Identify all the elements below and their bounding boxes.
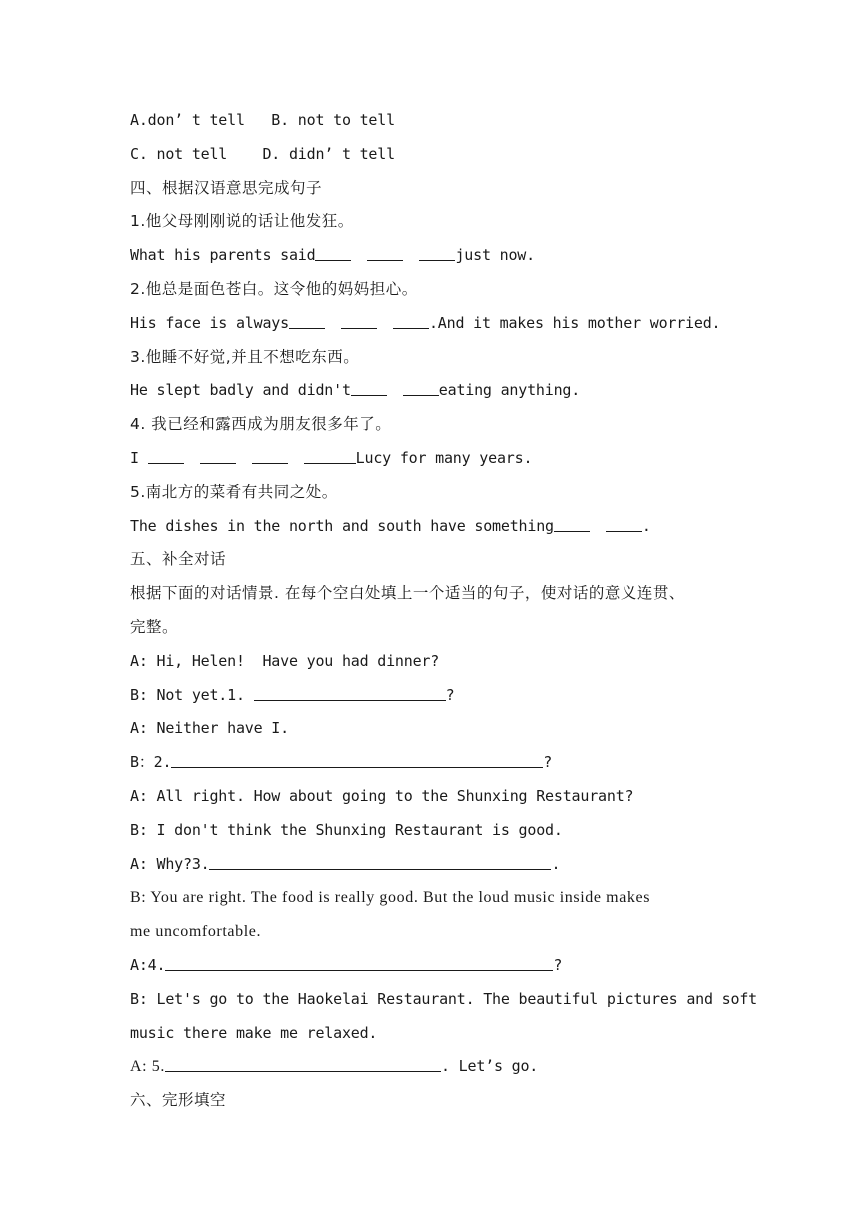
blank[interactable]	[554, 530, 590, 532]
s5-instruction-line-2: 完整。	[130, 617, 179, 636]
worksheet-page	[130, 104, 757, 1118]
answer-blank-2[interactable]	[171, 766, 543, 768]
s4-item-4-en: I Lucy for many years.	[130, 448, 533, 467]
s4-item-1-cn: 1.他父母刚刚说的话让他发狂。	[130, 212, 354, 231]
answer-blank-3[interactable]	[209, 868, 551, 870]
section-4-heading: 四、根据汉语意思完成句子	[130, 178, 323, 197]
dialog-line-13: A: 5. . Let’s go.	[130, 1057, 539, 1076]
answer-blank-4[interactable]	[165, 969, 553, 971]
dialog-line-10: A:4. ?	[130, 955, 563, 974]
blank[interactable]	[315, 259, 351, 261]
blank[interactable]	[289, 327, 325, 329]
blank[interactable]	[304, 462, 356, 464]
dialog-line-11: B: Let's go to the Haokelai Restaurant. The beautiful pictures and soft	[130, 989, 757, 1008]
s5-instruction-line-1: 根据下面的对话情景. 在每个空白处填上一个适当的句子，使对话的意义连贯、	[130, 584, 685, 603]
section-5-heading: 五、补全对话	[130, 550, 227, 569]
s4-item-3-cn: 3.他睡不好觉,并且不想吃东西。	[130, 347, 360, 366]
blank[interactable]	[403, 394, 439, 396]
blank[interactable]	[200, 462, 236, 464]
s4-item-1-en: What his parents said just now.	[130, 246, 535, 265]
s4-item-3-en: He slept badly and didn't eating anything.	[130, 381, 581, 400]
dialog-line-5: A: All right. How about going to the Shunxing Restaurant?	[130, 786, 634, 805]
s4-item-4-cn: 4. 我已经和露西成为朋友很多年了。	[130, 415, 392, 434]
dialog-line-3: A: Neither have I.	[130, 719, 289, 738]
s4-item-2-cn: 2.他总是面色苍白。这令他的妈妈担心。	[130, 279, 418, 298]
dialog-line-7: A: Why?3. .	[130, 854, 561, 873]
blank[interactable]	[393, 327, 429, 329]
dialog-line-1: A: Hi, Helen! Have you had dinner?	[130, 651, 440, 670]
section-6-heading: 六、完形填空	[130, 1091, 227, 1110]
s4-item-5-en: The dishes in the north and south have something .	[130, 516, 651, 535]
blank[interactable]	[419, 259, 455, 261]
option-line-cd: C. not tell D. didn’ t tell	[130, 144, 395, 163]
dialog-line-8: B: You are right. The food is really good. But the loud music inside makes	[130, 889, 651, 907]
s4-item-5-cn: 5.南北方的菜肴有共同之处。	[130, 482, 338, 501]
dialog-line-12: music there make me relaxed.	[130, 1023, 378, 1042]
answer-blank-5[interactable]	[165, 1070, 441, 1072]
s4-item-2-en: His face is always .And it makes his mother worried.	[130, 313, 721, 332]
dialog-line-6: B: I don't think the Shunxing Restaurant is good.	[130, 820, 563, 839]
answer-blank-1[interactable]	[254, 699, 446, 701]
blank[interactable]	[252, 462, 288, 464]
blank[interactable]	[606, 530, 642, 532]
blank[interactable]	[148, 462, 184, 464]
option-line-ab: A.don’ t tell B. not to tell	[130, 111, 395, 129]
blank[interactable]	[351, 394, 387, 396]
dialog-line-4: B：2. ?	[130, 753, 553, 772]
blank[interactable]	[341, 327, 377, 329]
dialog-line-9: me uncomfortable.	[130, 923, 262, 941]
blank[interactable]	[367, 259, 403, 261]
dialog-line-2: B: Not yet.1. ?	[130, 685, 455, 704]
